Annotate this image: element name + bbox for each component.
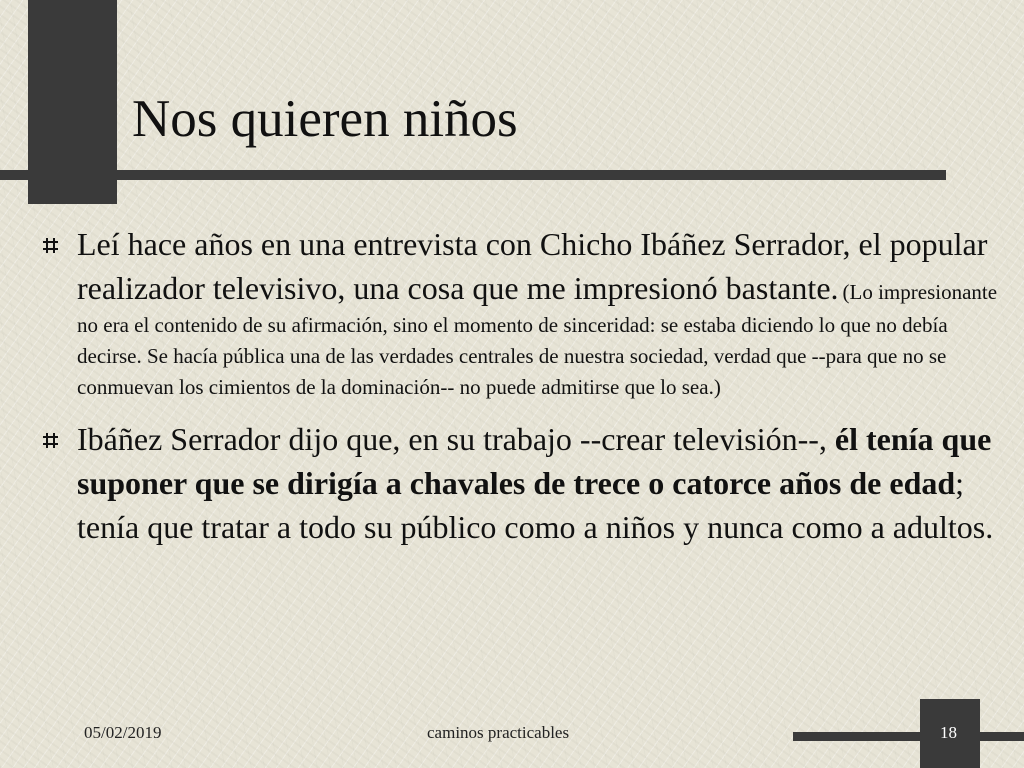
bullet-2-bold-text: él tenía que suponer que se dirigía a chavales de trece o catorce años de edad bbox=[77, 421, 992, 501]
footer-title: caminos practicables bbox=[427, 723, 570, 742]
hash-bullet-icon bbox=[43, 433, 58, 448]
bullet-item-2 bbox=[40, 417, 1016, 549]
bullet-2-closing-text: ; tenía que tratar a todo su público como a niños y nunca como a adultos. bbox=[77, 465, 994, 545]
page-number: 18 bbox=[940, 723, 957, 742]
footer-date: 05/02/2019 bbox=[84, 723, 162, 742]
footer-bar bbox=[793, 732, 1024, 741]
bullet-2-intro-text: Ibáñez Serrador dijo que, en su trabajo --crear televisión--, bbox=[77, 421, 827, 457]
hash-bullet-icon bbox=[43, 238, 58, 253]
slide-title: Nos quieren niños bbox=[132, 90, 518, 148]
slide-body bbox=[40, 222, 1016, 549]
bullet-1-main-text: Leí hace años en una entrevista con Chicho Ibáñez Serrador, el popular realizador televisivo, una cosa que me impresionó bastante. bbox=[77, 226, 988, 306]
bullet-1-parenthetical: (Lo impresionante no era el contenido de su afirmación, sino el momento de sinceridad: se estaba diciendo lo que no debía decirse. Se hacía pública una de las verdades centrales de nuestra sociedad, verdad que --para que no se conmuevan los cimientos de la dominación-- no puede admitirse que lo sea.) bbox=[77, 280, 998, 399]
title-underline-bar bbox=[0, 170, 946, 180]
bullet-item-1 bbox=[40, 222, 1016, 403]
